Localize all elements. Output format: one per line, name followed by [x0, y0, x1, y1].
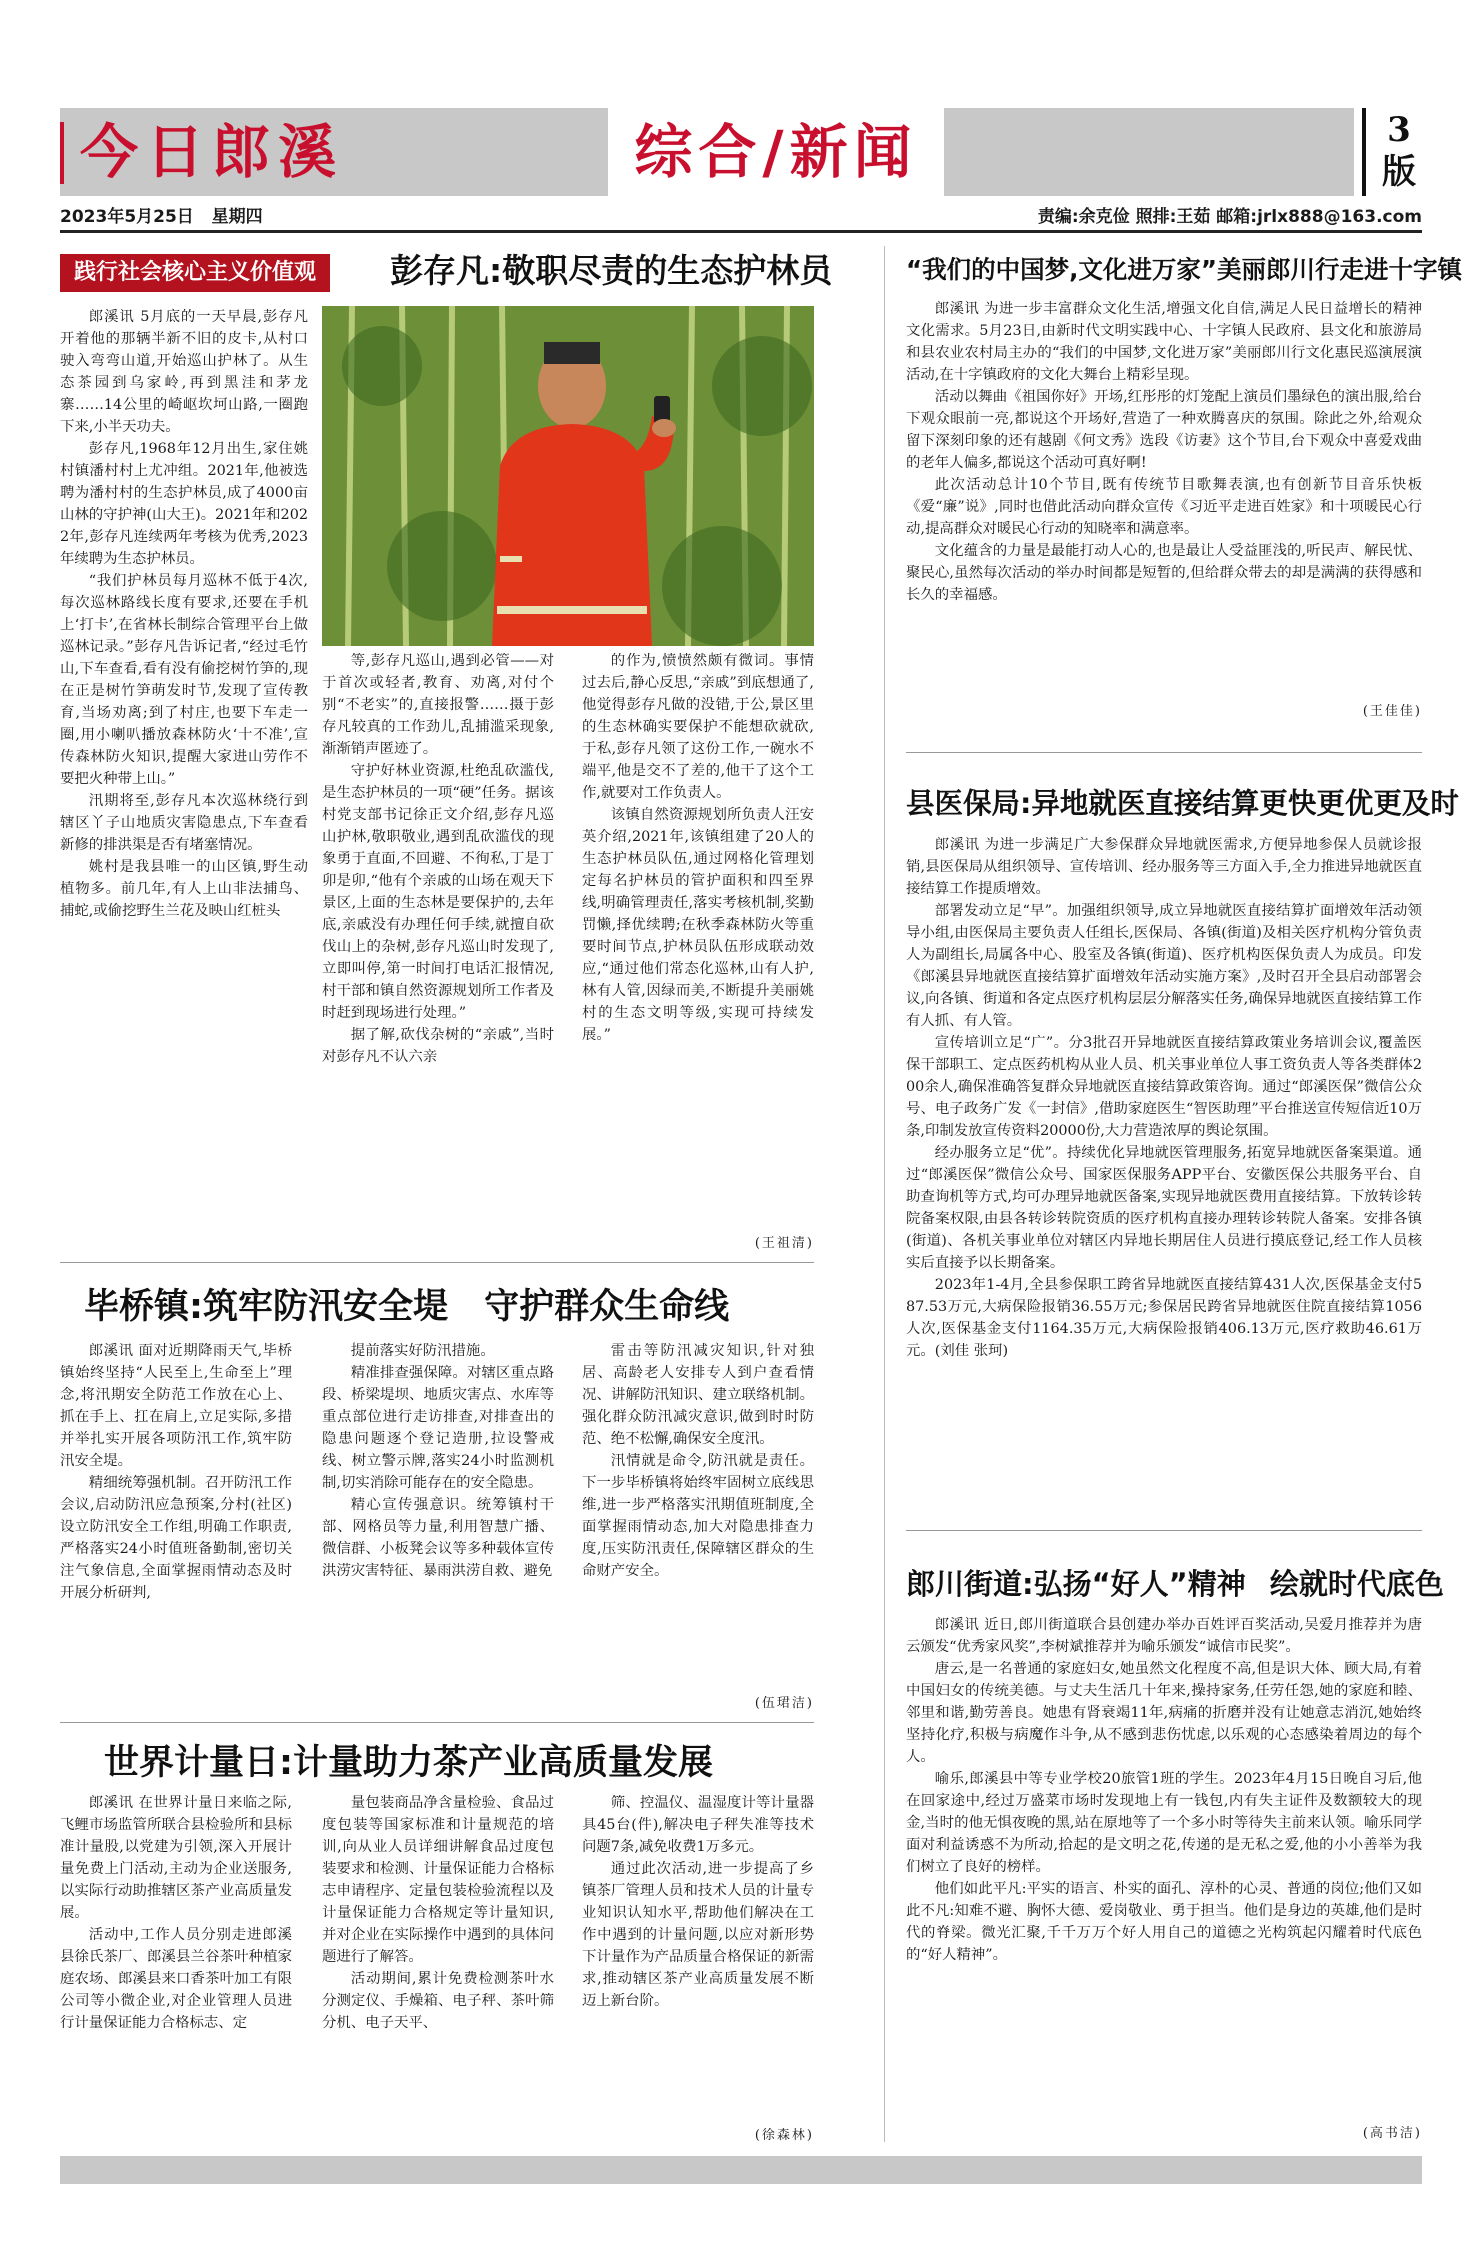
divider [60, 1262, 814, 1263]
article2-byline: (伍珺洁) [754, 1696, 814, 1711]
paragraph: 活动以舞曲《祖国你好》开场,红彤彤的灯笼配上演员们墨绿色的演出服,给台下观众眼前一亮,都说这个开场好,营造了一种欢腾喜庆的氛围。除此之外,给观众留下深刻印象的还有越剧《何文秀》选段《访妻》这个节目,台下观众中喜爱戏曲的老年人偏多,都说这个活动可真好啊! [906, 389, 1422, 471]
paragraph: 经办服务立足“优”。持续优化异地就医管理服务,拓宽异地就医备案渠道。通过“郎溪医保”微信公众号、国家医保服务APP平台、安徽医保公共服务平台、自助查询机等方式,均可办理异地就医备案,实现异地就医费用直接结算。下放转诊转院备案权限,由县各转诊转院资质的医疗机构直接办理转诊转院人备案。安排各镇(街道)、各机关事业单位对辖区内异地长期居住人员进行摸底登记,经工作人员核实后直接予以长期备案。 [906, 1145, 1422, 1271]
page-number: 3 [1387, 110, 1411, 150]
paragraph: 郎溪讯 在世界计量日来临之际,飞鲤市场监管所联合县检验所和县标准计量股,以党建为引领,深入开展计量免费上门活动,主动为企业送服务,以实际行动助推辖区茶产业高质量发展。 [60, 1795, 292, 1921]
paragraph: “我们护林员每月巡林不低于4次,每次巡林路线长度有要求,还要在手机上‘打卡’,在省林长制综合管理平台上做巡林记录。”彭存凡告诉记者,“经过毛竹山,下车查看,看有没有偷挖树竹笋的,现在正是树竹笋萌发时节,发现了宣传教育,当场劝离;到了村庄,也要下车走一圈,用小喇叭播放森林防火‘十不准’,宣传森林防火知识,提醒大家进山劳作不要把火种带上山。” [60, 573, 308, 787]
paragraph: 精细统筹强机制。召开防汛工作会议,启动防汛应急预案,分村(社区)设立防汛安全工作组,明确工作职责,严格落实24小时值班备勤制,密切关注气象信息,全面掌握雨情动态及时开展分析研判, [60, 1475, 292, 1601]
article2-col1 [60, 1340, 292, 1716]
paragraph: 汛情就是命令,防汛就是责任。下一步毕桥镇将始终牢固树立底线思维,进一步严格落实汛期值班制度,全面掌握雨情动态,加大对隐患排查力度,压实防汛责任,保障辖区群众的生命财产安全。 [582, 1453, 814, 1579]
forest-ranger-photo [322, 306, 814, 646]
paragraph: 该镇自然资源规划所负责人汪安英介绍,2021年,该镇组建了20人的生态护林员队伍,通过网格化管理划定每名护林员的管护面积和四至界线,明确管理责任,落实考核机制,奖勤罚懒,择优续聘;在秋季森林防火等重要时间节点,护林员队伍形成联动效应,“通过他们常态化巡林,山有人护,林有人管,因绿而美,不断提升美丽姚村的生态文明等级,实现可持续发展。” [582, 807, 814, 1043]
paragraph: 的作为,愤愤然颇有微词。事情过去后,静心反思,“亲戚”到底想通了,他觉得彭存凡做的没错,于公,景区里的生态林确实要保护不能想砍就砍,于私,彭存凡领了这份工作,一碗水不端平,他是交不了差的,他干了这个工作,就要对工作负责人。 [582, 653, 814, 801]
article2-col3 [582, 1340, 814, 1688]
divider [906, 752, 1422, 753]
paper-name: 今日郎溪 [80, 118, 345, 186]
masthead-right-band [944, 108, 1354, 196]
paragraph: 提前落实好防汛措施。 [350, 1343, 495, 1359]
paragraph: 量包装商品净含量检验、食品过度包装等国家标准和计量规范的培训,向从业人员详细讲解食品过度包装要求和检测、计量保证能力合格标志申请程序、定量包装检验流程以及计量保证能力合格规定等计量知识,并对企业在实际操作中遇到的具体问题进行了解答。 [322, 1795, 554, 1965]
article4-byline: (王佳佳) [1362, 704, 1422, 719]
article3-col2 [322, 1792, 554, 2146]
paragraph: 汛期将至,彭存凡本次巡林绕行到辖区丫子山地质灾害隐患点,下车查看新修的排洪渠是否有堵塞情况。 [60, 793, 308, 853]
paragraph: 文化蕴含的力量是最能打动人心的,也是最让人受益匪浅的,听民声、解民忧、聚民心,虽然每次活动的举办时间都是短暂的,但给群众带去的却是满满的获得感和长久的幸福感。 [906, 543, 1422, 603]
divider [60, 1722, 814, 1723]
top-rule [60, 230, 1422, 233]
paragraph: 等,彭存凡巡山,遇到必管——对于首次或轻者,教育、劝离,对付个别“不老实”的,直接报警……摄于彭存凡较真的工作劲儿,乱捕滥采现象,渐渐销声匿迹了。 [322, 653, 554, 757]
article5-body [906, 834, 1422, 1508]
footer-bar [60, 2156, 1422, 2184]
paragraph: 活动期间,累计免费检测茶叶水分测定仪、手燥箱、电子秤、茶叶筛分机、电子天平、 [322, 1971, 554, 2031]
article3-col1 [60, 1792, 292, 2146]
paragraph: 活动中,工作人员分别走进郎溪县徐氏茶厂、郎溪县兰谷茶叶种植家庭农场、郎溪县来口香茶叶加工有限公司等小微企业,对企业管理人员进行计量保证能力合格标志、定 [60, 1927, 292, 2031]
article3-col3 [582, 1792, 814, 2122]
paragraph: 筛、控温仪、温湿度计等计量器具45台(件),解决电子秤失准等技术问题7条,减免收费1万多元。 [582, 1795, 814, 1855]
masthead [60, 108, 1422, 196]
paragraph: 2023年1-4月,全县参保职工跨省异地就医直接结算431人次,医保基金支付587.53万元,大病保险报销36.55万元;参保居民跨省异地就医住院直接结算1056人次,医保基金支付1164.35万元,大病保险报销406.13万元,医疗救助46.61万元。(刘佳 张珂) [906, 1277, 1422, 1359]
article3-title: 世界计量日:计量助力茶产业高质量发展 [104, 1743, 713, 1783]
dateline [60, 202, 1422, 228]
paragraph: 郎溪讯 面对近期降雨天气,毕桥镇始终坚持“人民至上,生命至上”理念,将汛期安全防范工作放在心上、抓在手上、扛在肩上,立足实际,多措并举扎实开展各项防汛工作,筑牢防汛安全堤。 [60, 1343, 292, 1469]
paragraph: 精心宣传强意识。统筹镇村干部、网格员等力量,利用智慧广播、微信群、小板凳会议等多种载体宣传洪涝灾害特征、暴雨洪涝自救、避免 [322, 1497, 554, 1579]
masthead-red-rule [60, 122, 64, 184]
article6-title: 郎川街道:弘扬“好人”精神 绘就时代底色 [906, 1567, 1444, 1601]
article6-byline: (高书洁) [1362, 2126, 1422, 2141]
paragraph: 郎溪讯 5月底的一天早晨,彭存凡开着他的那辆半新不旧的皮卡,从村口驶入弯弯山道,开始巡山护林了。从生态茶园到乌家岭,再到黑洼和茅龙寨……14公里的崎岖坎坷山路,一圈跑下来,小半天功夫。 [60, 309, 308, 435]
paragraph: 唐云,是一名普通的家庭妇女,她虽然文化程度不高,但是识大体、顾大局,有着中国妇女的传统美德。与丈夫生活几十年来,操持家务,任劳任怨,她的家庭和睦、邻里和谐,勤劳善良。她患有肾衰竭11年,病痛的折磨并没有让她意志消沉,她始终坚持化疗,积极与病魔作斗争,从不感到悲伤忧虑,以乐观的心态感染着周边的每个人。 [906, 1661, 1422, 1765]
article3-byline: (徐森林) [754, 2128, 814, 2143]
paragraph: 姚村是我县唯一的山区镇,野生动植物多。前几年,有人上山非法捕鸟、捕蛇,或偷挖野生兰花及映山红桩头 [60, 859, 308, 919]
article5-title: 县医保局:异地就医直接结算更快更优更及时 [906, 787, 1459, 820]
section-title: 综合/新闻 [608, 114, 944, 190]
article1-byline: (王祖清) [754, 1236, 814, 1251]
column-separator [884, 246, 885, 2142]
editor-credits: 责编:余克俭 照排:王茹 邮箱:jrlx888@163.com [1037, 207, 1422, 227]
paragraph: 宣传培训立足“广”。分3批召开异地就医直接结算政策业务培训会议,覆盖医保干部职工、定点医药机构从业人员、机关事业单位人事工资负责人等各类群体200余人,确保准确答复群众异地就医直接结算政策咨询。通过“郎溪医保”微信公众号、电子政务广发《一封信》,借助家庭医生“智医助理”平台推送宣传短信近10万条,印制发放宣传资料20000份,大力营造浓厚的舆论氛围。 [906, 1035, 1422, 1139]
page-unit: 版 [1382, 152, 1416, 192]
article2-title: 毕桥镇:筑牢防汛安全堤 守护群众生命线 [84, 1287, 730, 1327]
paragraph: 郎溪讯 为进一步满足广大参保群众异地就医需求,方便异地参保人员就诊报销,县医保局从组织领导、宣传培训、经办服务等三方面入手,全力推进异地就医直接结算工作提质增效。 [906, 837, 1422, 897]
paragraph: 彭存凡,1968年12月出生,家住姚村镇潘村村上尤冲组。2021年,他被选聘为潘村村的生态护林员,成了4000亩山林的守护神(山大王)。2021年和2022年,彭存凡连续两年考核为优秀,2023年续聘为生态护林员。 [60, 441, 308, 567]
photo-illustration [322, 306, 814, 646]
divider [906, 1530, 1422, 1531]
paragraph: 喻乐,郎溪县中等专业学校20旅管1班的学生。2023年4月15日晚自习后,他在回家途中,经过万盛菜市场时发现地上有一钱包,内有失主证件及数额较大的现金,当时的他无惧夜晚的黑,站在原地等了一个多小时等待失主前来认领。喻乐同学面对利益诱惑不为所动,拾起的是文明之花,传递的是无私之爱,他的小小善举为我们树立了良好的榜样。 [906, 1771, 1422, 1875]
paragraph: 雷击等防汛减灾知识,针对独居、高龄老人安排专人到户查看情况、讲解防汛知识、建立联络机制。强化群众防汛减灾意识,做到时时防范、绝不松懈,确保安全度汛。 [582, 1343, 814, 1447]
article4-title: “我们的中国梦,文化进万家”美丽郎川行走进十字镇 [906, 255, 1463, 284]
paragraph: 部署发动立足“早”。加强组织领导,成立异地就医直接结算扩面增效年活动领导小组,由医保局主要负责人任组长,医保局、各镇(街道)及相关医疗机构分管负责人为副组长,局属各中心、股室及各镇(街道)、医疗机构医保负责人为成员。印发《郎溪县异地就医直接结算扩面增效年活动实施方案》,及时召开全县启动部署会议,向各镇、街道和各定点医疗机构层层分解落实任务,确保异地就医直接结算工作有人抓、有人管。 [906, 903, 1422, 1029]
paragraph: 他们如此平凡:平实的语言、朴实的面孔、淳朴的心灵、普通的岗位;他们又如此不凡:知难不避、胸怀大德、爱岗敬业、勇于担当。他们是身边的英雄,他们是时代的脊梁。微光汇聚,千千万万个好人用自己的道德之光构筑起闪耀着时代底色的“好人精神”。 [906, 1881, 1422, 1963]
paragraph: 据了解,砍伐杂树的“亲戚”,当时对彭存凡不认六亲 [322, 1027, 554, 1065]
article1-title: 彭存凡:敬职尽责的生态护林员 [390, 251, 833, 290]
paragraph: 郎溪讯 为进一步丰富群众文化生活,增强文化自信,满足人民日益增长的精神文化需求。5月23日,由新时代文明实践中心、十字镇人民政府、县文化和旅游局和县农业农村局主办的“我们的中国梦,文化进万家”美丽郎川行文化惠民巡演展演活动,在十字镇政府的文化大舞台上精彩呈现。 [906, 301, 1422, 383]
paragraph: 郎溪讯 近日,郎川街道联合县创建办举办百姓评百奖活动,吴爱月推荐并为唐云颁发“优秀家风奖”,李树斌推荐并为喻乐颁发“诚信市民奖”。 [906, 1617, 1422, 1655]
column-tag: 践行社会核心主义价值观 [60, 254, 330, 292]
paragraph: 守护好林业资源,杜绝乱砍滥伐,是生态护林员的一项“硬”任务。据该村党支部书记徐正文介绍,彭存凡巡山护林,敬职敬业,遇到乱砍滥伐的现象勇于直面,不回避、不徇私,丁是丁卯是卯,“他有个亲戚的山场在观天下景区,上面的生态林是要保护的,去年底,亲戚没有办理任何手续,就擅自砍伐山上的杂树,彭存凡巡山时发现了,立即叫停,第一时间打电话汇报情况,村干部和镇自然资源规划所工作者及时赶到现场进行处理。” [322, 763, 554, 1021]
article4-body [906, 298, 1422, 720]
article2-col2 [322, 1340, 554, 1716]
article6-body [906, 1614, 1422, 2110]
page-number-rule [1362, 108, 1366, 196]
paragraph: 精准排查强保障。对辖区重点路段、桥梁堤坝、地质灾害点、水库等重点部位进行走访排查,对排查出的隐患问题逐个登记造册,拉设警戒线、树立警示牌,落实24小时监测机制,切实消除可能存在的安全隐患。 [322, 1365, 554, 1491]
paragraph: 此次活动总计10个节目,既有传统节目歌舞表演,也有创新节目音乐快板《爱“廉”说》,同时也借此活动向群众宣传《习近平走进百姓家》和十项暖民心行动,提高群众对暖民心行动的知晓率和满意率。 [906, 477, 1422, 537]
article1-col2 [322, 650, 554, 1240]
issue-date: 2023年5月25日 星期四 [60, 207, 263, 227]
article1-col3 [582, 650, 814, 1230]
article1-col1 [60, 306, 308, 1166]
paragraph: 通过此次活动,进一步提高了乡镇茶厂管理人员和技术人员的计量专业知识认知水平,帮助他们解决在工作中遇到的计量问题,以应对新形势下计量作为产品质量合格保证的新需求,推动辖区茶产业高质量发展不断迈上新台阶。 [582, 1861, 814, 2009]
